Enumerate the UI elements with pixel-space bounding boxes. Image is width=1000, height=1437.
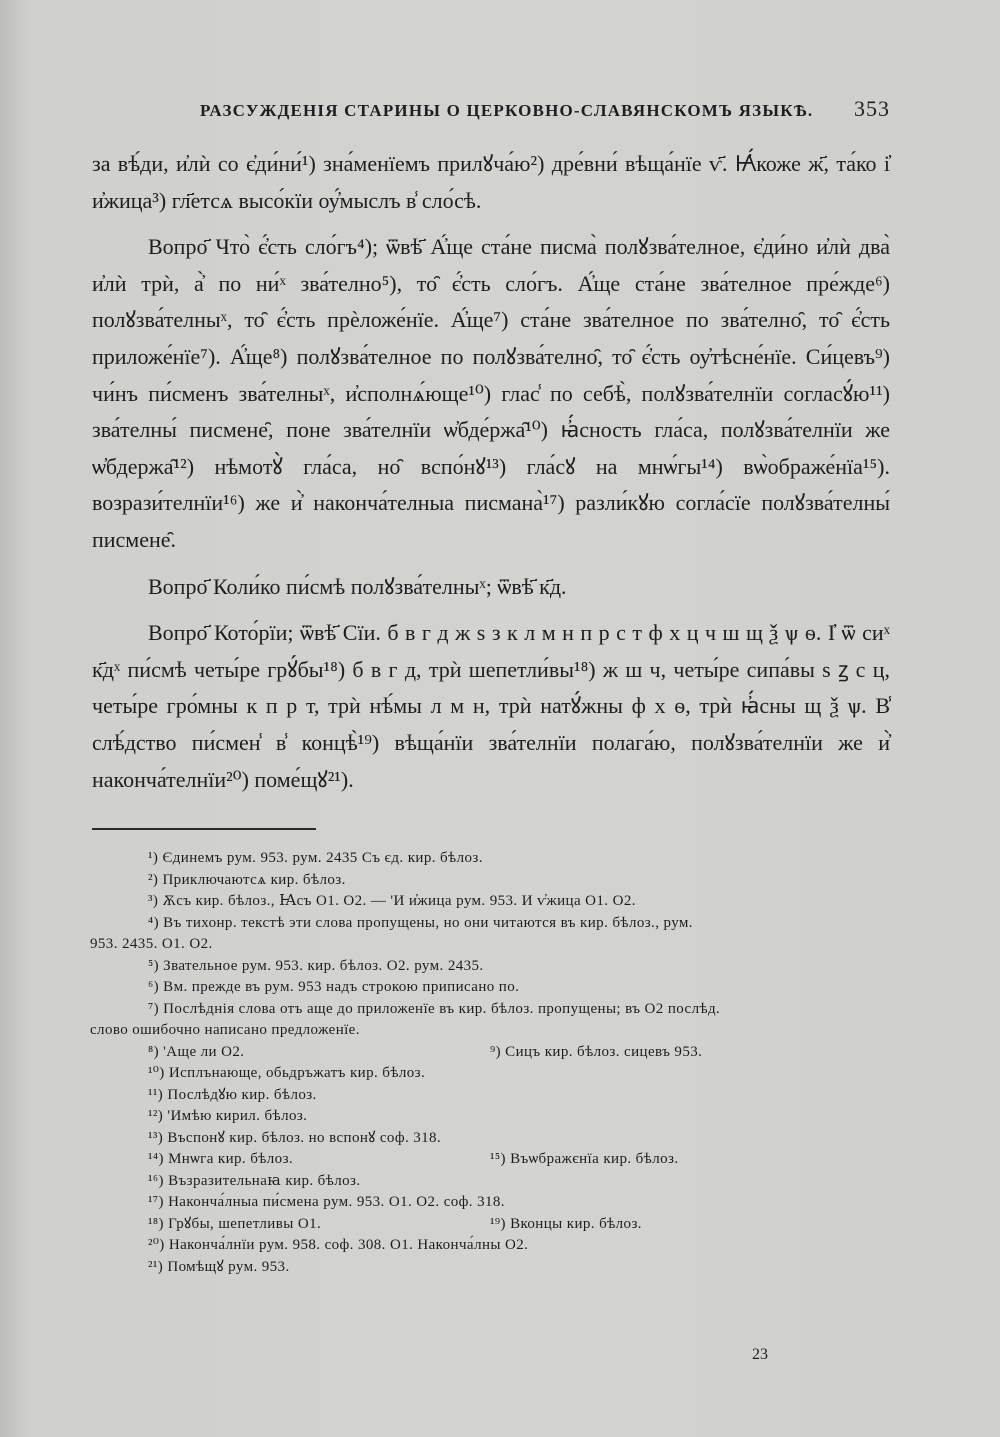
footnote: ⁸) 'Аще ли О2. xyxy=(148,1043,245,1060)
paragraph: за вѣ́ди, и҆лѝ со є҆ди́ни́¹) зна́менїемъ прилꙋча́ю²) дре́вни́ вѣща́нїе ѵ҃. Ꙗ҆́коже ж҃, та́ко і҆ и҆жица³) гл҃етсѧ высо́кїи оу҆́мыслъ в̾ сло́сѣ. xyxy=(92,151,890,213)
footnote: ¹⁸) Грꙋбы, шепетливы О1. xyxy=(148,1215,322,1232)
footnote: ¹¹) Послѣдꙋю кир. бѣлоз. xyxy=(148,1086,317,1103)
page-header xyxy=(200,96,890,122)
running-title: РАЗСУЖДЕНІЯ СТАРИНЫ О ЦЕРКОВНО-СЛАВЯНСКОМЪ ЯЗЫКѢ. xyxy=(200,101,814,120)
page-number: 353 xyxy=(854,96,890,121)
paragraph: Вопро҃ Что̀ є҆́сть сло́гъ⁴); ѿвѣ҃ А҆́ще ста́не писма̀ полꙋзва́телное, є҆ди́но и҆лѝ два̀ и҆лѝ трѝ, а҆̀ по ни́ˣ зва́телно⁵), то̑ є҆́сть сло́гъ. А҆́ще ста́не зва́телное пре́жде⁶) полꙋзва́телныˣ, то̑ є҆́сть прѐложе́нїе. А҆́ще⁷) ста́не зва́телное по зва́телно̑, то̑ є҆́сть приложе́нїе⁷). А҆́ще⁸) полꙋзва́телное по полꙋзва́телно̑, то̑ є҆́сть оу҆тѣсне́нїе. Си́цевъ⁹) чи́нъ пи́сменъ зва́телныˣ, и҆сполнѧ́юще¹⁰) глас̾ по себѣ̀, полꙋзва́телнїи согласꙋ́ю¹¹) зва́телны́ писмене̑, поне зва́телнїи ѡ҆бде́ржа̑¹⁰) ꙗ҆́сность гла́са, полꙋзва́телнїи же ѡ҆бдержа̑¹²) нѣмотꙋ̀ гла́са, но̑ вспо́нꙋ¹³) гла́сꙋ на мнѡ́гы¹⁴) вѡ̀ображе́нїа¹⁵). возрази́телнїи¹⁶) же и҆̀ наконча́телныа писмана̀¹⁷) разли́кꙋю согла́сїе полꙋзва́телны́ писмене̑. xyxy=(92,234,890,552)
footnote: ²) Приключаютсѧ кир. бѣлоз. xyxy=(148,871,346,888)
footnote: ⁷) Послѣднія слова отъ аще до приложенїе въ кир. бѣлоз. пропущены; въ О2 послѣд. xyxy=(148,1000,721,1017)
footnote: ³) Ѫсъ кир. бѣлоз., Ꙗсъ О1. О2. — 'И и҆жица рум. 953. И ѵ҆жица О1. О2. xyxy=(148,893,636,909)
paragraph: Вопро҃ Кото́рїи; ѿвѣ҃ Сїи. б в г д ж ѕ з к л м н п р с т ф х ц ч ш щ ѯ ѱ ѳ. І҆ ѿ сиˣ к҃дˣ пи́смѣ четы́ре грꙋ́бы¹⁸) б в г д, трѝ шепетли́вы¹⁸) ж ш ч, четы́ре сипа́вы ѕ ꙁ с ц, четы́ре гро́мны к п р т, трѝ нѣ́мы л м н, трѝ натꙋ́жны ф х ѳ, трѝ ꙗ҆́сны щ ѯ ѱ. В̾ слѣ́дство пи́смен̾ в̾ концѣ̀¹⁹) вѣща́нїи зва́телнїи полага́ю, полꙋзва́телнїи же и҆̀ наконча́телнїи²⁰) поме́щꙋ²¹). xyxy=(92,620,890,792)
main-text xyxy=(92,146,890,808)
footnote-continuation: слово ошибочно написано предложенїе. xyxy=(90,1022,360,1038)
footnote: ¹) Єдинемъ рум. 953. рум. 2435 Съ єд. кир. бѣлоз. xyxy=(148,850,483,866)
footnote-pair xyxy=(90,1214,890,1236)
footnote: ⁹) Сицъ кир. бѣлоз. сицевъ 953. xyxy=(490,1043,703,1060)
footnote: ⁴) Въ тихонр. текстѣ эти слова пропущены, но они читаются въ кир. бѣлоз., рум. xyxy=(148,914,693,931)
footnote-continuation: 953. 2435. О1. О2. xyxy=(90,936,213,952)
footnote: ¹⁹) Вконцы кир. бѣлоз. xyxy=(490,1215,642,1232)
signature-mark: 23 xyxy=(752,1346,768,1363)
footnote: ¹²) 'Имѣю кирил. бѣлоз. xyxy=(148,1108,308,1124)
footnote: ¹³) Въспонꙋ кир. бѣлоз. но вспонꙋ соф. 318. xyxy=(148,1129,442,1146)
footnote: ¹⁶) Възразительнаꙗ кир. бѣлоз. xyxy=(148,1172,361,1189)
footnote: ¹⁴) Мнѡга кир. бѣлоз. xyxy=(148,1151,294,1167)
footnote: ¹⁰) Исплънающе, обьдръжатъ кир. бѣлоз. xyxy=(148,1065,426,1081)
footnote-pair xyxy=(90,1042,890,1064)
footnote: ⁵) Звательное рум. 953. кир. бѣлоз. О2. рум. 2435. xyxy=(148,957,484,974)
footnote-pair xyxy=(90,1149,890,1171)
footnote: ¹⁵) Въѡбражєнїа кир. бѣлоз. xyxy=(490,1151,679,1167)
footnote: ²⁰) Наконча́лнїи рум. 958. соф. 308. О1. Наконча́лны О2. xyxy=(148,1237,529,1253)
footnote: ¹⁷) Наконча́лныа пи́смена рум. 953. О1. О2. соф. 318. xyxy=(148,1194,505,1210)
paragraph: Вопро҃ Коли́ко пи́смѣ полꙋзва́телныˣ; ѿвѣ҃ к҃д. xyxy=(148,573,567,599)
footnotes xyxy=(90,848,890,1278)
footnote: ⁶) Вм. прежде въ рум. 953 надъ строкою приписано по. xyxy=(148,979,520,995)
footnote-divider xyxy=(92,828,316,830)
footnote: ²¹) Помѣщꙋ рум. 953. xyxy=(148,1258,290,1275)
